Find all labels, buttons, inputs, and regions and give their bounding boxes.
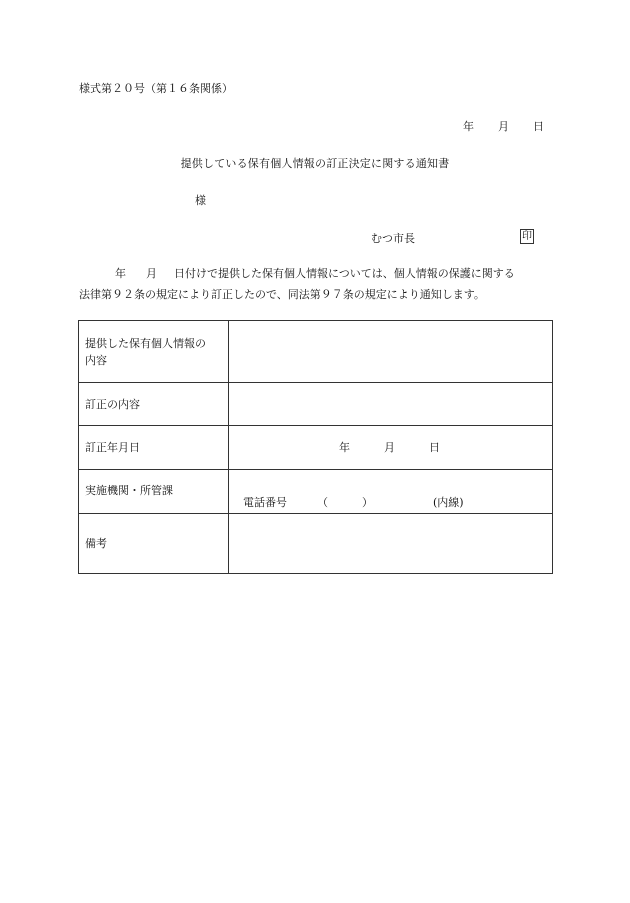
- date-year: 年: [463, 120, 474, 133]
- notice-info-table: [78, 320, 553, 574]
- row-label-provided-info: 提供した保有個人情報の 内容: [79, 321, 229, 383]
- recipient-honorific: 様: [195, 194, 206, 207]
- row-label-remarks: 備考: [79, 514, 229, 574]
- table-row: [79, 383, 553, 426]
- date-month: 月: [498, 120, 509, 133]
- department-field[interactable]: 電話番号 （ ） (内線): [229, 470, 553, 514]
- document-title: 提供している保有個人情報の訂正決定に関する通知書: [180, 157, 450, 170]
- row-label-department: 実施機関・所管課: [79, 470, 229, 514]
- body-text-line-1: [79, 267, 515, 281]
- body-line1-rest: 日付けで提供した保有個人情報については、個人情報の保護に関する: [174, 267, 515, 280]
- remarks-field[interactable]: [229, 514, 553, 574]
- issuer-name: むつ市長: [371, 232, 415, 245]
- table-row: [79, 470, 553, 514]
- correction-date-field[interactable]: 年 月 日: [229, 426, 553, 470]
- table-row: [79, 514, 553, 574]
- body-year: 年: [115, 267, 126, 280]
- notice-date: [463, 120, 544, 134]
- date-day: 日: [533, 120, 544, 133]
- correction-content-field[interactable]: [229, 383, 553, 426]
- body-text-line-2: 法律第９２条の規定により訂正したので、同法第９７条の規定により通知します。: [79, 288, 485, 301]
- row-label-correction-content: 訂正の内容: [79, 383, 229, 426]
- phone-label: 電話番号: [243, 496, 287, 509]
- extension-label: (内線): [433, 496, 464, 509]
- row-label-correction-date: 訂正年月日: [79, 426, 229, 470]
- table-row: [79, 426, 553, 470]
- seal-mark: 印: [522, 231, 532, 242]
- provided-info-field[interactable]: [229, 321, 553, 383]
- table-row: [79, 321, 553, 383]
- body-month: 月: [146, 267, 157, 280]
- form-number: 様式第２０号（第１６条関係）: [79, 82, 233, 95]
